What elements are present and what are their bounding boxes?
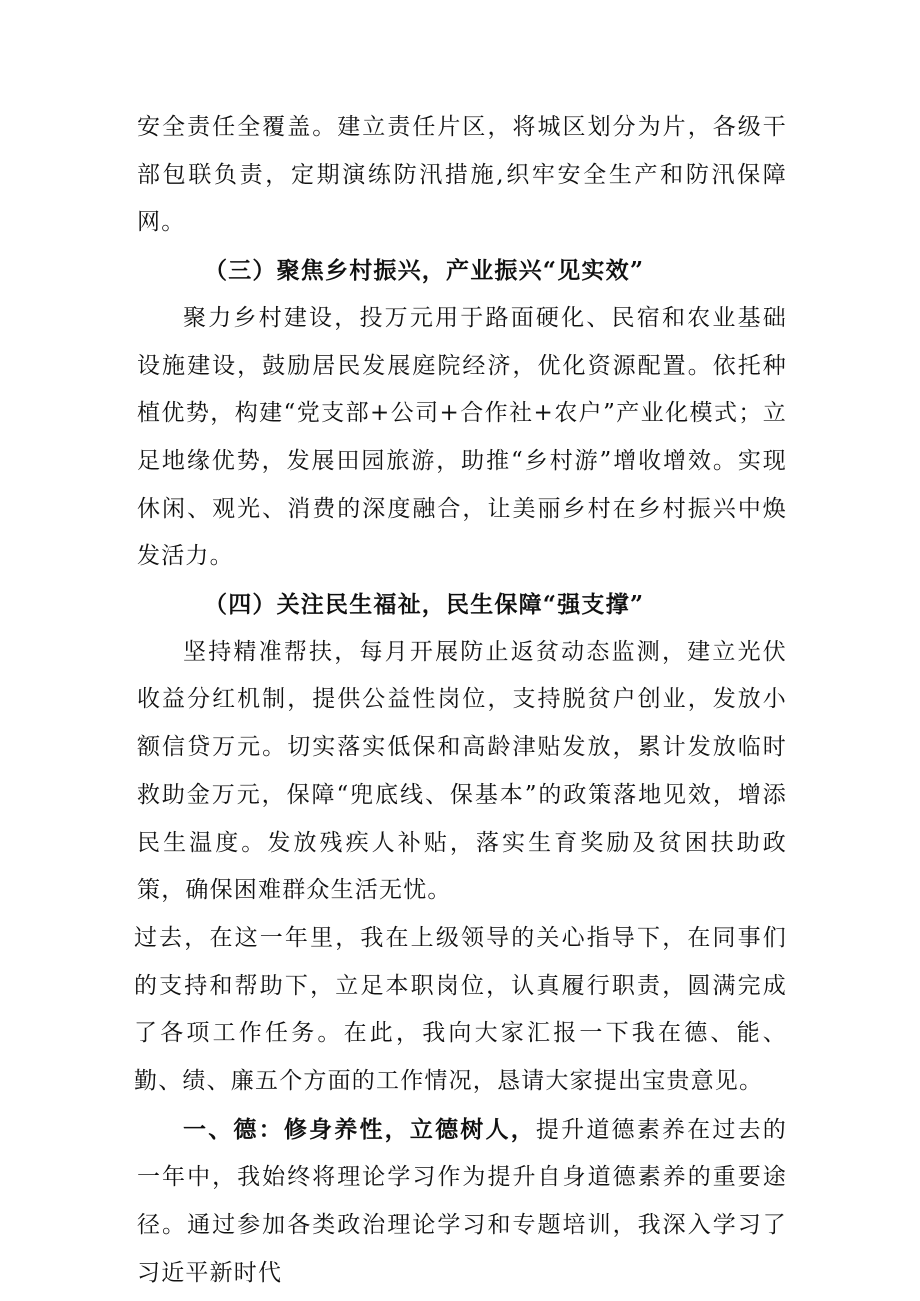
morality-heading: 一、德：修身养性，立德树人， [183, 1115, 536, 1143]
section-heading-rural-revitalization: （三）聚焦乡村振兴，产业振兴“见实效” [204, 257, 645, 285]
document-body [134, 104, 787, 1298]
section-heading-livelihood: （四）关注民生福祉，民生保障“强支撑” [204, 591, 645, 619]
paragraph-flood-safety: 安全责任全覆盖。建立责任片区，将城区划分为片，各级干部包联负责，定期演练防汛措施,织牢安全生产和防汛保障网。 [137, 114, 787, 236]
morality-text: 提升道德素养在过去的一年中，我始终将理论学习作为提升自身道德素养的重要途径。通过参加各类政治理论学习和专题培训，我深入学习了习近平新时代 [137, 1116, 787, 1286]
paragraph-morality [137, 1106, 787, 1298]
paragraph-livelihood: 坚持精准帮扶，每月开展防止返贫动态监测，建立光伏收益分红机制，提供公益性岗位，支持脱贫户创业，发放小额信贷万元。切实落实低保和高龄津贴发放，累计发放临时救助金万元，保障“兜底线、保基本”的政策落地见效，增添民生温度。发放残疾人补贴，落实生育奖励及贫困扶助政策，确保困难群众生活无忧。 [137, 638, 787, 904]
paragraph-rural-revitalization: 聚力乡村建设，投万元用于路面硬化、民宿和农业基础设施建设，鼓励居民发展庭院经济，优化资源配置。依托种植优势，构建“党支部+公司+合作社+农户”产业化模式；立足地缘优势，发展田园旅游，助推“乡村游”增收增效。实现休闲、观光、消费的深度融合，让美丽乡村在乡村振兴中焕发活力。 [137, 304, 787, 570]
paragraph-annual-review: 过去，在这一年里，我在上级领导的关心指导下，在同事们的支持和帮助下，立足本职岗位，认真履行职责，圆满完成了各项工作任务。在此，我向大家汇报一下我在德、能、勤、绩、廉五个方面的工作情况，恳请大家提出宝贵意见。 [134, 924, 787, 1095]
